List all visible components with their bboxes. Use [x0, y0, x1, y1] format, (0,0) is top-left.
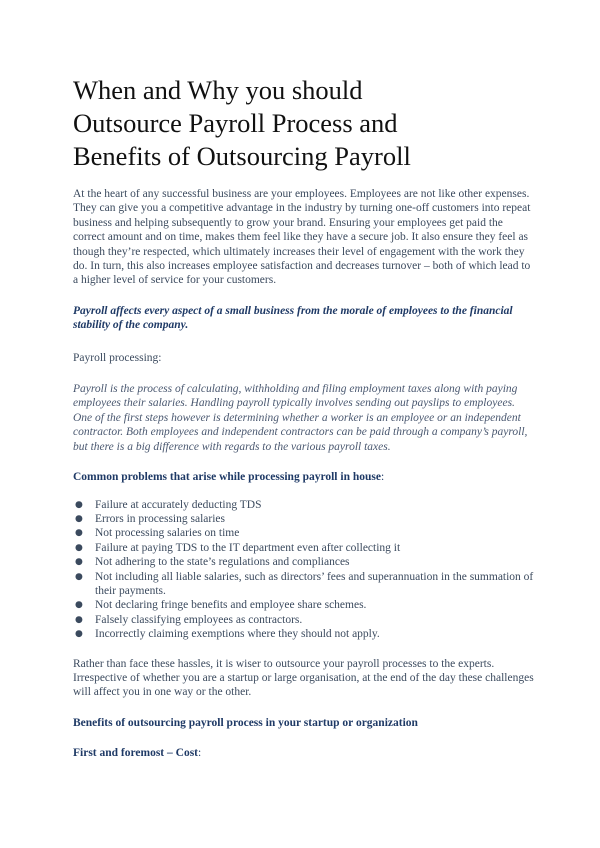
benefits-heading: Benefits of outsourcing payroll process in your startup or organization [73, 716, 418, 729]
list-item [73, 613, 535, 627]
outsourcing-paragraph: Rather than face these hassles, it is wiser to outsource your payroll processes to the experts. Irrespective of whether you are a startup or large organisation, at the end of the day these challenges will affect you in one way or the other. [73, 657, 534, 699]
list-item-text: Not processing salaries on time [95, 527, 240, 540]
list-item-text: Failure at paying TDS to the IT department even after collecting it [95, 541, 401, 554]
title-line-1: When and Why you should [73, 75, 363, 105]
list-item [73, 512, 535, 526]
problems-list [73, 498, 535, 642]
bullet-icon: ● [75, 557, 83, 568]
list-item [73, 555, 535, 569]
bullet-icon: ● [75, 629, 83, 640]
payroll-definition-paragraph: Payroll is the process of calculating, withholding and filing employment taxes along with paying employees their salaries. Handling payroll typically involves sending out payslips to employees. One of the first steps however is determining whether a worker is an employee or an independent contractor. Both employees and independent contractors can be paid through a company’s payroll, but there is a big difference with regards to the various payroll taxes. [73, 383, 528, 453]
list-item-text: Failure at accurately deducting TDS [95, 498, 262, 511]
bullet-icon: ● [75, 528, 83, 539]
problems-heading-colon: : [380, 471, 385, 484]
problems-heading-text: Common problems that arise while processing payroll in house [73, 471, 381, 484]
list-item-text: Not declaring fringe benefits and employee share schemes. [95, 599, 367, 612]
intro-paragraph: At the heart of any successful business are your employees. Employees are not like other expenses. They can give you a competitive advantage in the industry by turning one-off customers into repeat business and helping subsequently to grow your brand. Ensuring your employees get paid the correct amount and on time, makes them feel like they have a secure job. It also ensure they feel as though they’re respected, which ultimately increases their level of engagement with the work they do. In turn, this also increases employee satisfaction and decreases turnover – both of which lead to a higher level of service for your customers. [73, 188, 531, 287]
cost-heading-text: First and foremost – Cost [73, 747, 198, 760]
bullet-icon: ● [75, 571, 83, 582]
list-item [73, 526, 535, 540]
bullet-icon: ● [75, 542, 83, 553]
document-title [73, 74, 535, 173]
section-label-payroll-processing: Payroll processing: [73, 351, 162, 364]
list-item [73, 570, 535, 599]
document-page [73, 74, 535, 761]
list-item [73, 498, 535, 512]
bullet-icon: ● [75, 499, 83, 510]
bullet-icon: ● [75, 600, 83, 611]
list-item [73, 541, 535, 555]
cost-heading-colon: : [198, 747, 202, 760]
list-item-text: Not adhering to the state’s regulations and compliances [95, 556, 350, 569]
problems-heading [73, 470, 535, 484]
cost-heading [73, 746, 535, 760]
list-item-text: Falsely classifying employees as contractors. [95, 613, 303, 626]
list-item [73, 627, 535, 641]
list-item-text: Not including all liable salaries, such as directors’ fees and superannuation in the summation of their payments. [95, 570, 534, 597]
title-line-3: Benefits of Outsourcing Payroll [73, 141, 411, 171]
bullet-icon: ● [75, 614, 83, 625]
list-item [73, 598, 535, 612]
list-item-text: Errors in processing salaries [95, 512, 225, 525]
highlight-quote: Payroll affects every aspect of a small business from the morale of employees to the financial stability of the company. [73, 304, 513, 332]
bullet-icon: ● [75, 513, 83, 524]
title-line-2: Outsource Payroll Process and [73, 108, 398, 138]
list-item-text: Incorrectly claiming exemptions where they should not apply. [95, 628, 380, 641]
